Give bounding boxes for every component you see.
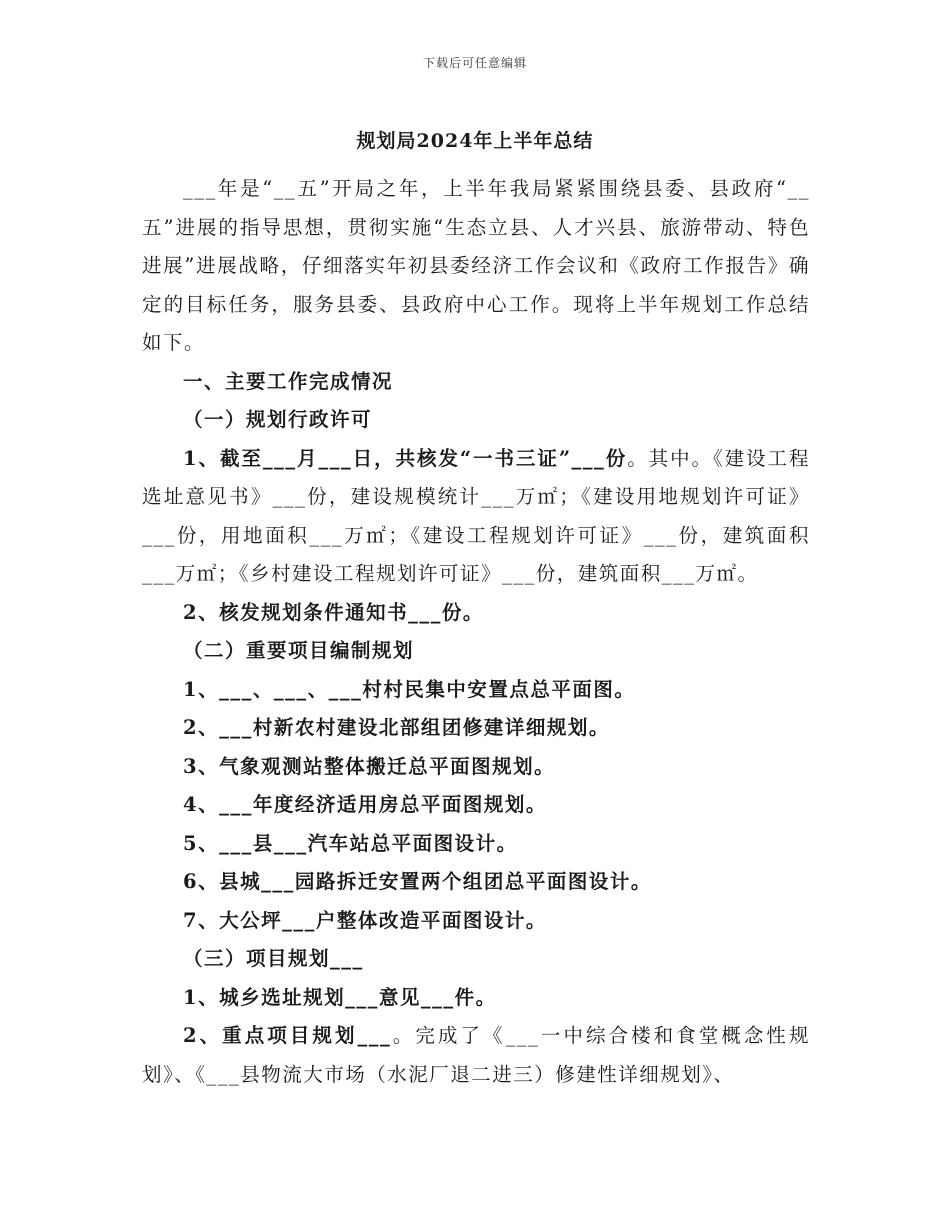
section-heading-main-work: 一、主要工作完成情况 bbox=[183, 369, 394, 393]
project-planning-item-2 bbox=[142, 1017, 810, 1094]
intro-paragraph: ___年是“__五”开局之年，上半年我局紧紧围绕县委、县政府“__五”进展的指导思想，贯彻实施“生态立县、人才兴县、旅游带动、特色进展”进展战略，仔细落实年初县委经济工作会议和《政府工作报告》确定的目标任务，服务县委、县政府中心工作。现将上半年规划工作总结如下。 bbox=[142, 177, 810, 354]
page-title: 规划局2024年上半年总结 bbox=[356, 130, 594, 152]
key-project-item: 6、县城___园路拆迁安置两个组团总平面图设计。 bbox=[183, 870, 652, 893]
permit-item-1-detail: 。其中。《建设工程选址意见书》___份，建设规模统计___万㎡；《建设用地规划许可证》___份，用地面积___万㎡；《建设工程规划许可证》___份，建筑面积___万㎡；《乡村建设工程规划许可证》___份，建筑面积___万㎡。 bbox=[142, 446, 810, 585]
key-project-item: 1、___、___、___村村民集中安置点总平面图。 bbox=[183, 677, 636, 701]
subsection-heading-admin-permit: （一）规划行政许可 bbox=[183, 408, 373, 431]
key-project-item: 7、大公坪___户整体改造平面图设计。 bbox=[183, 908, 547, 932]
key-project-item: 5、___县___汽车站总平面图设计。 bbox=[183, 831, 518, 855]
key-project-item: 3、气象观测站整体搬迁总平面图规划。 bbox=[183, 754, 556, 778]
permit-item-1-lead: 1、截至___月___日，共核发“一书三证”___份 bbox=[183, 446, 628, 470]
subsection-heading-project-planning: （三）项目规划___ bbox=[183, 947, 364, 970]
key-project-item: 4、___年度经济适用房总平面图规划。 bbox=[183, 793, 547, 816]
permit-item-1 bbox=[142, 440, 810, 594]
document-body bbox=[142, 170, 810, 1094]
project-planning-item-2-lead: 2、重点项目规划___ bbox=[183, 1024, 392, 1047]
project-planning-item-1: 1、城乡选址规划___意见___件。 bbox=[183, 985, 497, 1009]
subsection-heading-key-projects: （二）重要项目编制规划 bbox=[183, 639, 415, 662]
header-note: 下载后可任意编辑 bbox=[422, 56, 527, 70]
project-planning-item-2-detail: 。完成了《___一中综合楼和食堂概念性规划》、《___县物流大市场（水泥厂退二进三）修建性详细规划》、 bbox=[142, 1024, 810, 1086]
key-project-item: 2、___村新农村建设北部组团修建详细规划。 bbox=[183, 716, 610, 739]
permit-item-2: 2、核发规划条件通知书___份。 bbox=[183, 600, 484, 624]
